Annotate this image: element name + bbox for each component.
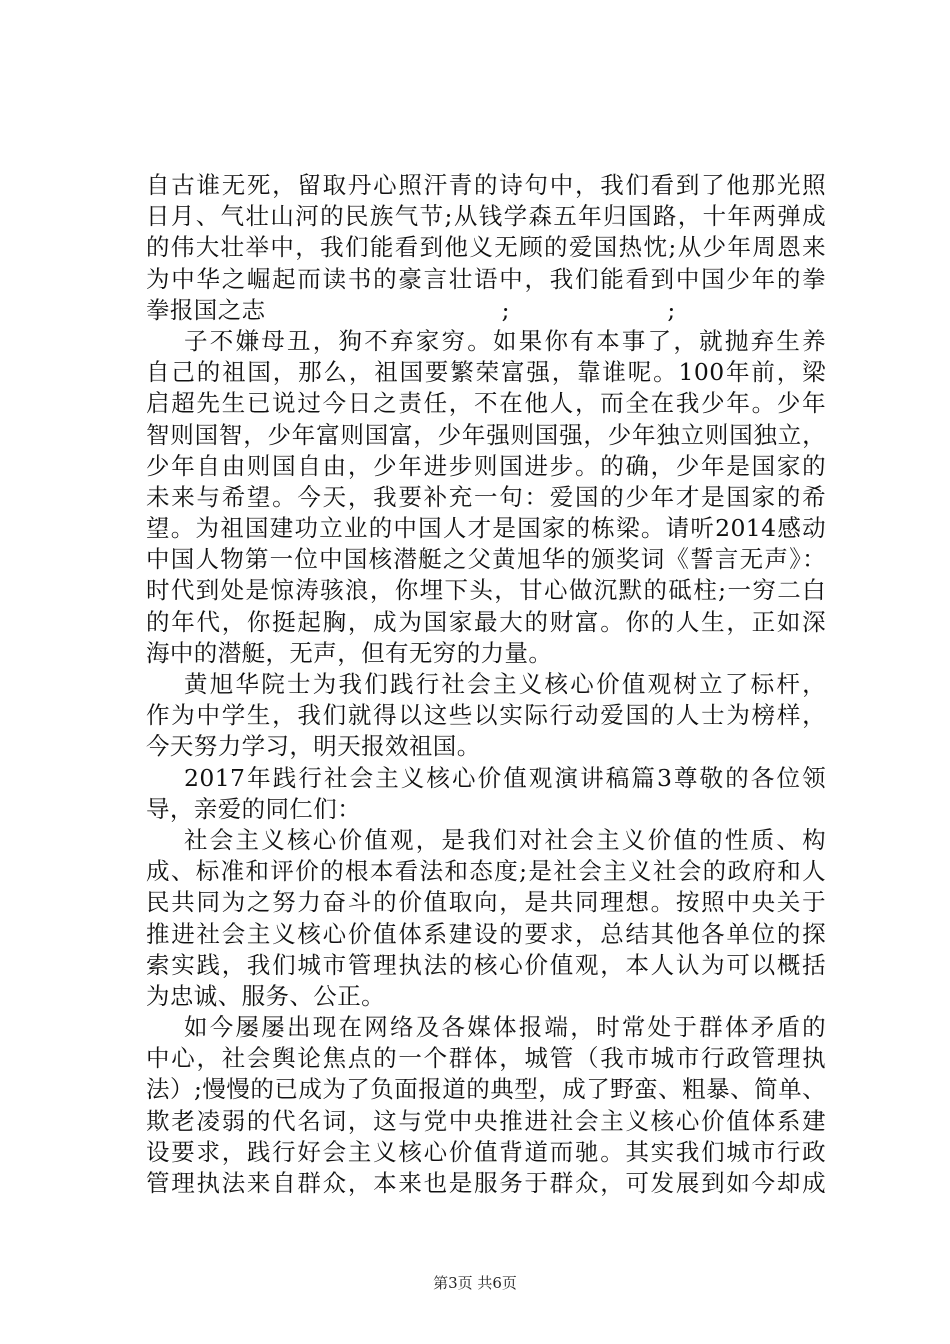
text-line: 社会主义核心价值观，是我们对社会主义价值的性质、构 [184, 825, 826, 854]
document-body [146, 170, 826, 1199]
text-line: 智则国智，少年富则国富，少年强则国强，少年独立则国独立， [146, 420, 826, 449]
text-line: 如今屡屡出现在网络及各媒体报端，时常处于群体矛盾的 [184, 1013, 826, 1042]
text-line: 索实践，我们城市管理执法的核心价值观，本人认为可以概括 [146, 950, 826, 979]
text-line: 少年自由则国自由，少年进步则国进步。的确，少年是国家的 [146, 451, 826, 480]
text-line: 成、标准和评价的根本看法和态度;是社会主义社会的政府和人 [146, 857, 826, 886]
text-line: 的年代，你挺起胸，成为国家最大的财富。你的人生，正如深 [146, 607, 826, 636]
text-line: 作为中学生，我们就得以这些以实际行动爱国的人士为榜样， [146, 701, 826, 730]
text-line: 自古谁无死，留取丹心照汗青的诗句中，我们看到了他那光照 [146, 171, 826, 199]
text-line: 中国人物第一位中国核潜艇之父黄旭华的颁奖词《誓言无声》： [146, 545, 826, 574]
text-line: 海中的潜艇，无声，但有无穷的力量。 [146, 638, 553, 667]
text-line: 民共同为之努力奋斗的价值取向，是共同理想。按照中央关于 [146, 888, 826, 917]
text-line: 启超先生已说过今日之责任，不在他人，而全在我少年。少年 [146, 389, 826, 418]
text-line: 时代到处是惊涛骇浪，你埋下头，甘心做沉默的砥柱;一穷二白 [146, 576, 826, 605]
text-line: 望。为祖国建功立业的中国人才是国家的栋梁。请听2014感动 [146, 514, 826, 543]
text-line: 日月、气壮山河的民族气节;从钱学森五年归国路，十年两弹成 [146, 202, 826, 231]
text-line: 设要求，践行好会主义核心价值背道而驰。其实我们城市行政 [146, 1137, 826, 1166]
text-line: 中心，社会舆论焦点的一个群体，城管（我市城市行政管理执 [146, 1044, 826, 1073]
text-line: 为忠诚、服务、公正。 [146, 981, 385, 1010]
text-line: 的伟大壮举中，我们能看到他义无顾的爱国热忱;从少年周恩来 [146, 233, 826, 262]
text-line: 今天努力学习，明天报效祖国。 [146, 732, 481, 761]
text-line: 推进社会主义核心价值体系建设的要求，总结其他各单位的探 [146, 919, 826, 948]
text-line: 管理执法来自群众，本来也是服务于群众，可发展到如今却成 [146, 1169, 826, 1197]
text-line: 未来与希望。今天，我要补充一句：爱国的少年才是国家的希 [146, 482, 826, 511]
text-line: 为中华之崛起而读书的豪言壮语中，我们能看到中国少年的拳 [146, 264, 826, 293]
page-footer: 第3页 共6页 [433, 1274, 517, 1292]
text-line: 欺老凌弱的代名词，这与党中央推进社会主义核心价值体系建 [146, 1106, 826, 1135]
text-line: 法）;慢慢的已成为了负面报道的典型，成了野蛮、粗暴、简单、 [146, 1075, 826, 1104]
text-line: 2017年践行社会主义核心价值观演讲稿篇3尊敬的各位领 [184, 763, 826, 792]
text-line: 子不嫌母丑，狗不弃家穷。如果你有本事了，就抛弃生养 [184, 326, 826, 355]
text-line: 导，亲爱的同仁们： [146, 794, 362, 823]
text-line: 自己的祖国，那么，祖国要繁荣富强，靠谁呢。100年前，梁 [146, 358, 826, 387]
text-line: 黄旭华院士为我们践行社会主义核心价值观树立了标杆， [184, 670, 826, 698]
text-line: 拳报国之志 ; ; [146, 295, 676, 324]
